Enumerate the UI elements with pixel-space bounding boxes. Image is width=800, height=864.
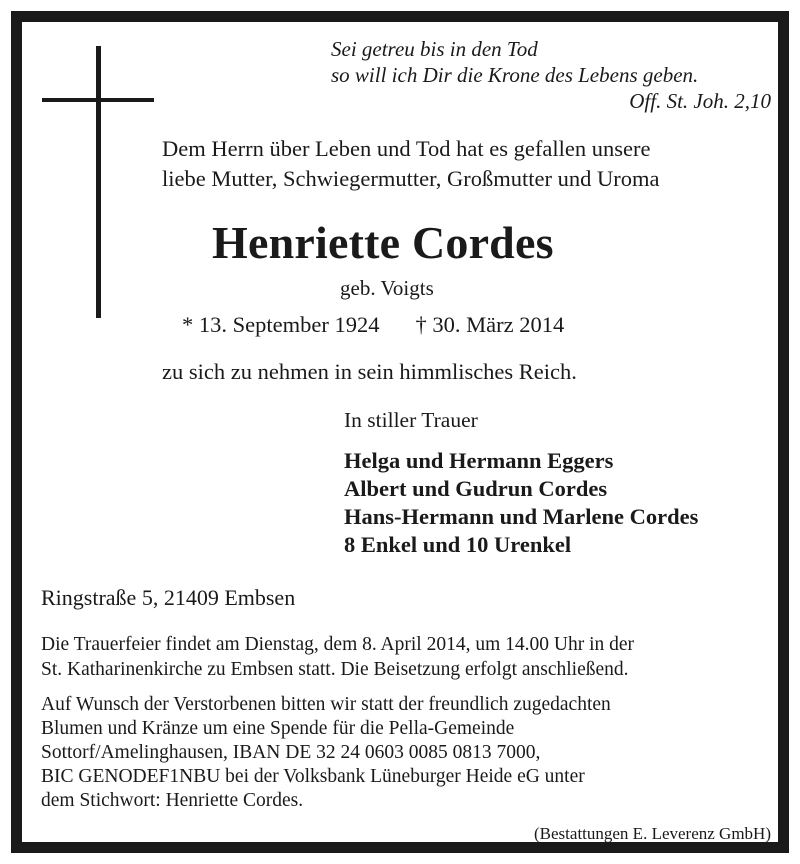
mourner: Hans-Hermann und Marlene Cordes (344, 504, 699, 529)
cross-icon-bar (42, 98, 154, 102)
funeral-line-1: Die Trauerfeier findet am Dienstag, dem 8. April 2014, um 14.00 Uhr in der (41, 634, 635, 655)
mourner: 8 Enkel und 10 Urenkel (344, 532, 572, 557)
mourner: Helga und Hermann Eggers (344, 448, 614, 473)
mourners-list (344, 447, 698, 559)
funeral-info (41, 632, 634, 682)
notice-content (22, 22, 778, 842)
mourner: Albert und Gudrun Cordes (344, 476, 608, 501)
life-dates (182, 312, 564, 338)
birth-name: geb. Voigts (340, 276, 434, 300)
death-date: † 30. März 2014 (415, 312, 565, 337)
intro-line-2: liebe Mutter, Schwiegermutter, Großmutter und Uroma (162, 166, 660, 191)
outro-text: zu sich zu nehmen in sein himmlisches Reich. (162, 359, 577, 384)
quote-line-2: so will ich Dir die Krone des Lebens geben. (331, 63, 699, 87)
funeral-line-2: St. Katharinenkirche zu Embsen statt. Die Beisetzung erfolgt anschließend. (41, 659, 629, 680)
quote-line-1: Sei getreu bis in den Tod (331, 37, 538, 61)
donation-line-1: Auf Wunsch der Verstorbenen bitten wir statt der freundlich zugedachten (41, 694, 611, 715)
mourning-label: In stiller Trauer (344, 408, 478, 432)
birth-date: * 13. September 1924 (182, 312, 380, 337)
donation-line-4: BIC GENODEF1NBU bei der Volksbank Lüneburger Heide eG unter (41, 766, 585, 787)
cross-icon (96, 46, 101, 318)
donation-line-3: Sottorf/Amelinghausen, IBAN DE 32 24 0603 0085 0813 7000, (41, 742, 541, 763)
donation-line-5: dem Stichwort: Henriette Cordes. (41, 790, 304, 811)
donation-line-2: Blumen und Kränze um eine Spende für die Pella-Gemeinde (41, 718, 515, 739)
deceased-name: Henriette Cordes (212, 217, 554, 268)
undertaker-credit: (Bestattungen E. Leverenz GmbH) (534, 824, 771, 843)
donation-info (41, 693, 611, 813)
bible-quote (331, 36, 771, 114)
intro-line-1: Dem Herrn über Leben und Tod hat es gefallen unsere (162, 136, 651, 161)
quote-source: Off. St. Joh. 2,10 (629, 89, 771, 113)
intro-text (162, 134, 659, 194)
obituary-notice (11, 11, 789, 853)
family-address: Ringstraße 5, 21409 Embsen (41, 585, 296, 610)
